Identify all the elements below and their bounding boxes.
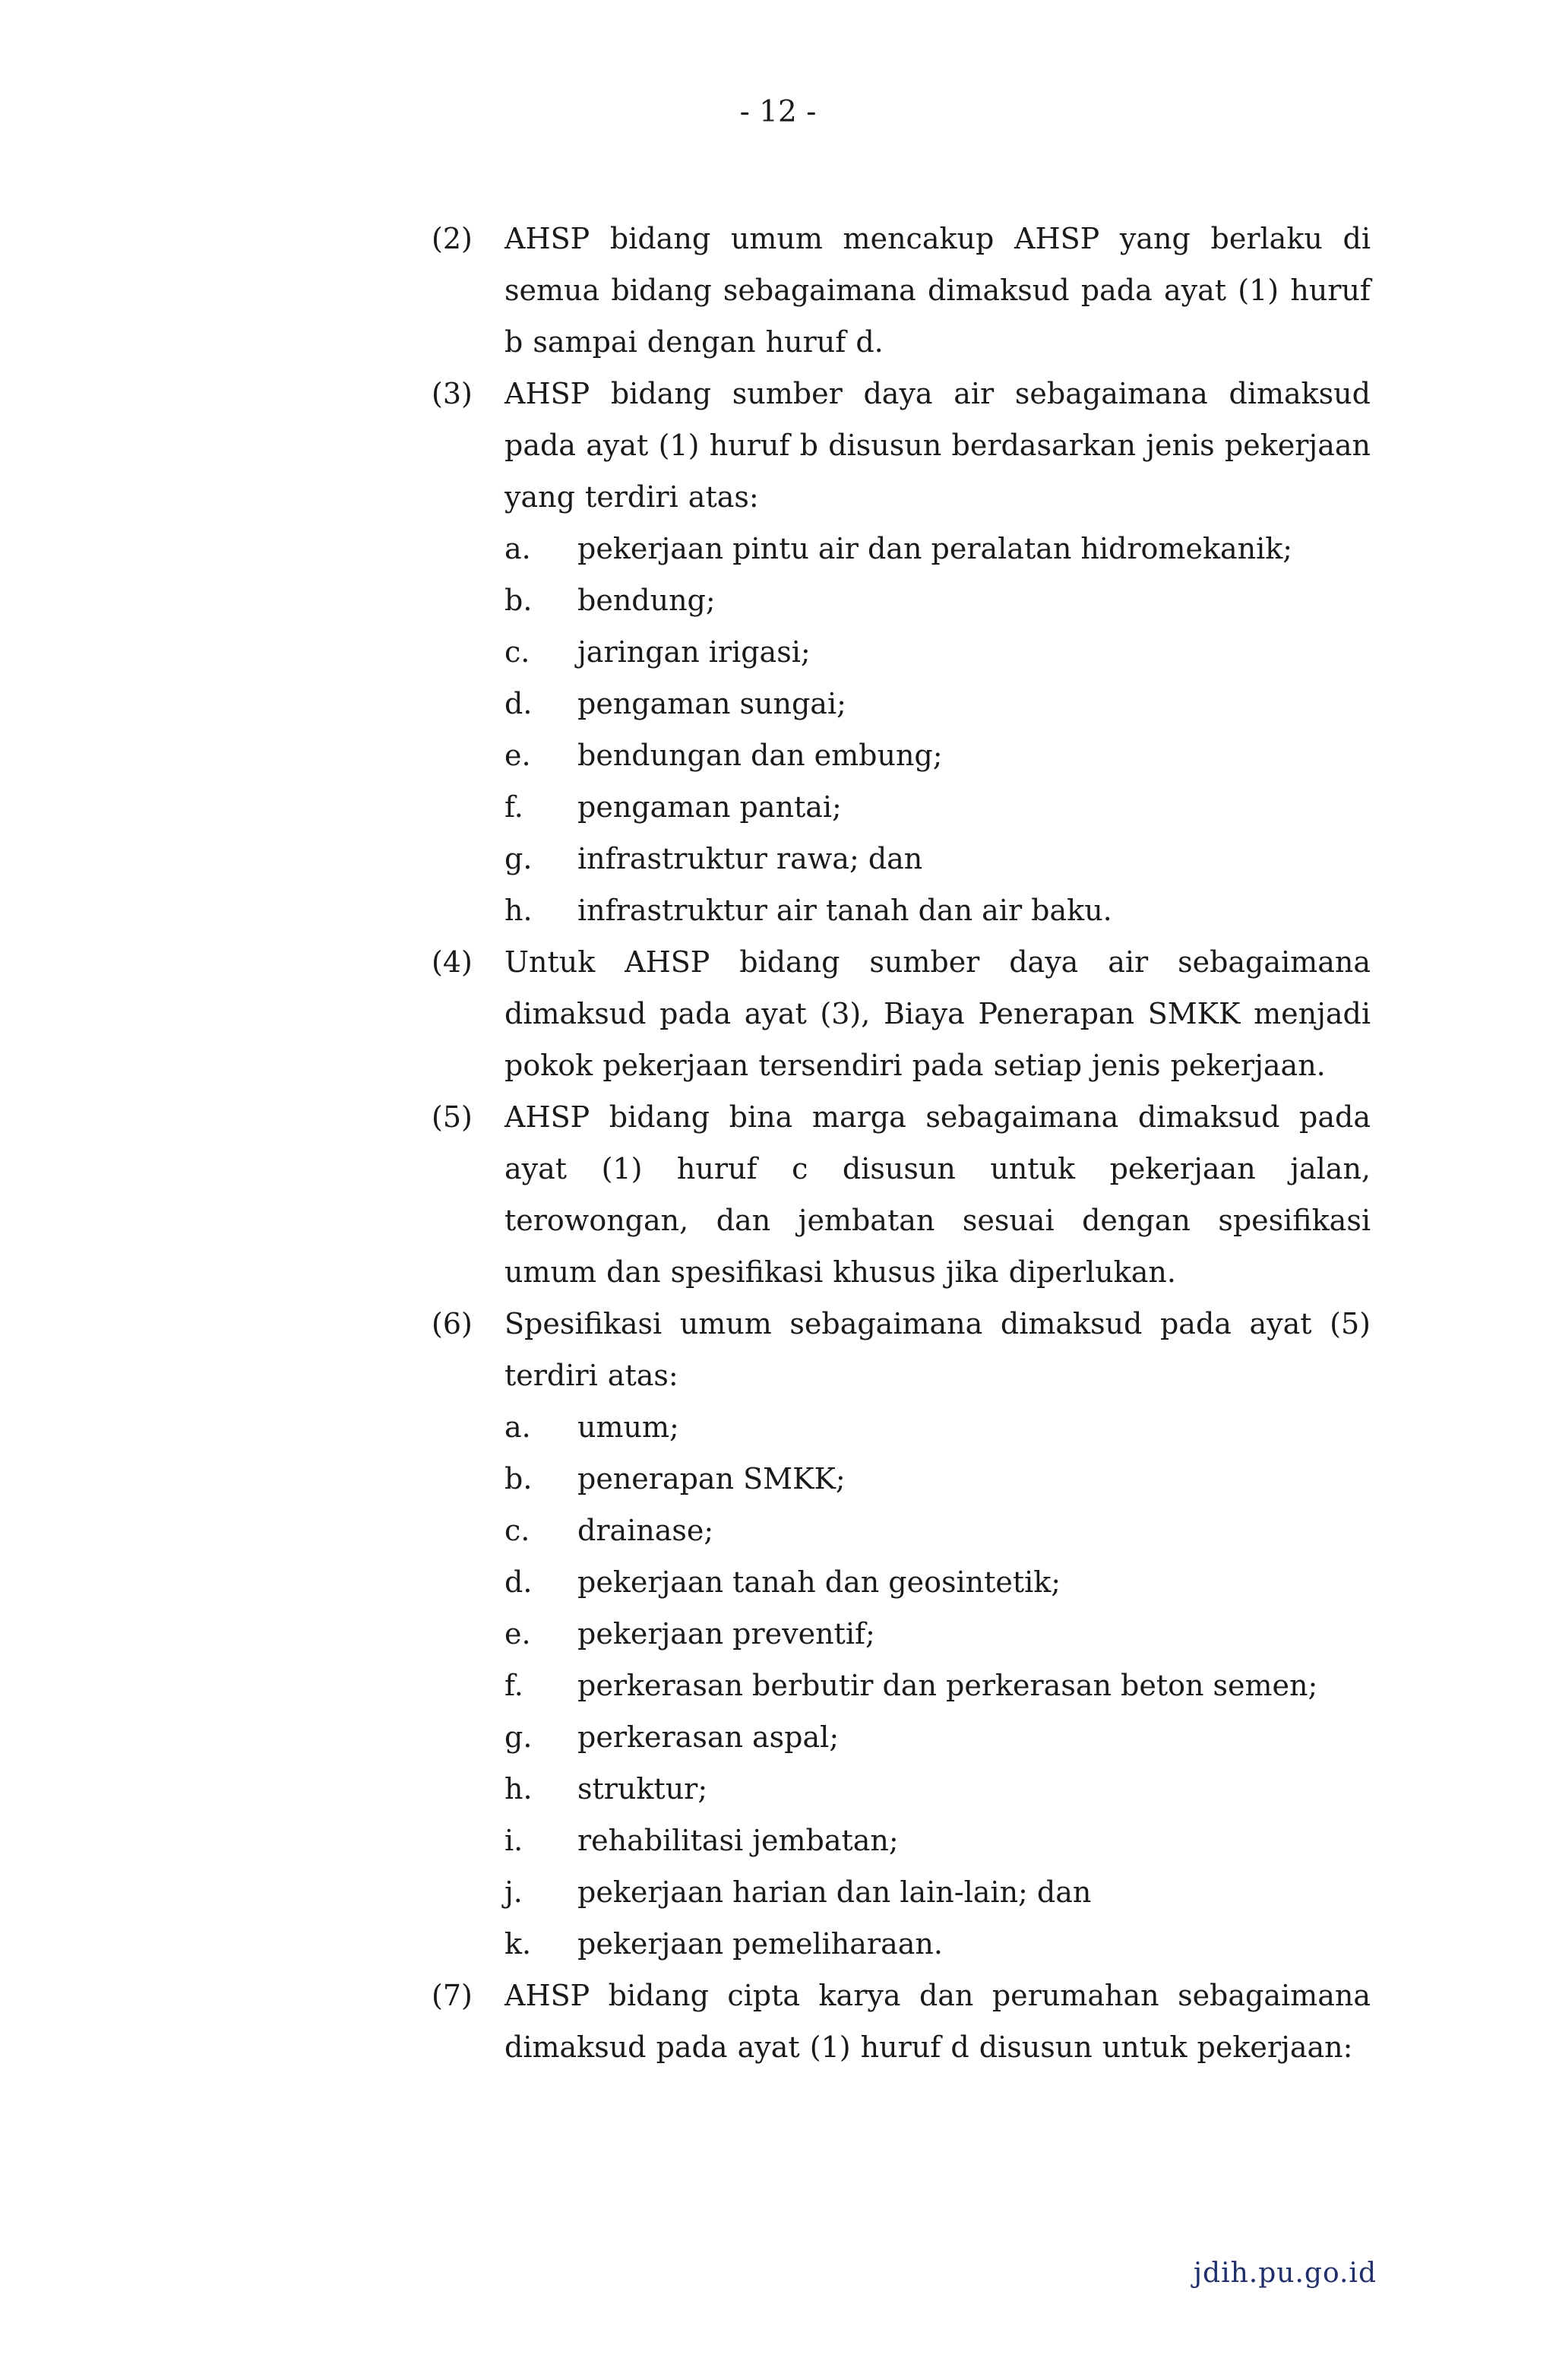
list-item — [504, 523, 1371, 574]
paragraph-text: Spesifikasi umum sebagaimana dimaksud pada ayat (5) terdiri atas: — [504, 1307, 1371, 1392]
item-list — [504, 1401, 1371, 1970]
paragraph-number: (2) — [432, 222, 473, 255]
item-text: infrastruktur rawa; dan — [577, 842, 923, 875]
paragraph-number: (5) — [432, 1100, 473, 1134]
paragraph-number: (4) — [432, 945, 473, 979]
list-item — [504, 1660, 1371, 1711]
paragraph-7 — [432, 1970, 1371, 2073]
item-letter: i. — [504, 1824, 523, 1857]
item-letter: e. — [504, 739, 531, 772]
paragraph-6 — [432, 1298, 1371, 1970]
list-item — [504, 1918, 1371, 1970]
list-item — [504, 833, 1371, 885]
paragraph-2 — [432, 213, 1371, 368]
item-letter: d. — [504, 687, 533, 720]
item-text: pengaman pantai; — [577, 790, 842, 824]
item-letter: c. — [504, 1514, 530, 1547]
item-text: pengaman sungai; — [577, 687, 846, 720]
item-letter: f. — [504, 1669, 523, 1702]
list-item — [504, 678, 1371, 730]
paragraph-number: (6) — [432, 1307, 473, 1340]
paragraph-number: (7) — [432, 1979, 473, 2012]
paragraph-3 — [432, 368, 1371, 936]
item-letter: a. — [504, 1410, 531, 1444]
item-letter: h. — [504, 894, 533, 927]
list-item — [504, 1401, 1371, 1453]
item-text: pekerjaan preventif; — [577, 1617, 875, 1650]
paragraph-5 — [432, 1091, 1371, 1298]
item-text: perkerasan aspal; — [577, 1720, 840, 1754]
list-item — [504, 1608, 1371, 1660]
item-list — [504, 523, 1371, 936]
paragraph-text: AHSP bidang cipta karya dan perumahan sebagaimana dimaksud pada ayat (1) huruf d disusun untuk pekerjaan: — [504, 1979, 1371, 2064]
item-text: pekerjaan pintu air dan peralatan hidromekanik; — [577, 532, 1293, 565]
jdih-footer-link[interactable]: jdih.pu.go.id — [1193, 2258, 1377, 2289]
item-text: bendung; — [577, 584, 716, 617]
item-text: jaringan irigasi; — [577, 635, 811, 669]
list-item — [504, 1763, 1371, 1815]
list-item — [504, 885, 1371, 936]
list-item — [504, 574, 1371, 626]
paragraph-text: Untuk AHSP bidang sumber daya air sebagaimana dimaksud pada ayat (3), Biaya Penerapan SMKK menjadi pokok pekerjaan tersendiri pada setiap jenis pekerjaan. — [504, 945, 1371, 1082]
paragraph-number: (3) — [432, 377, 473, 410]
item-letter: f. — [504, 790, 523, 824]
item-text: pekerjaan harian dan lain-lain; dan — [577, 1875, 1092, 1909]
item-text: bendungan dan embung; — [577, 739, 943, 772]
paragraph-4 — [432, 936, 1371, 1091]
page-number: - 12 - — [739, 95, 817, 129]
list-item — [504, 781, 1371, 833]
paragraph-text: AHSP bidang sumber daya air sebagaimana dimaksud pada ayat (1) huruf b disusun berdasarkan jenis pekerjaan yang terdiri atas: — [504, 377, 1371, 514]
item-letter: c. — [504, 635, 530, 669]
item-letter: g. — [504, 1720, 533, 1754]
list-item — [504, 1711, 1371, 1763]
item-text: penerapan SMKK; — [577, 1462, 846, 1495]
item-text: pekerjaan pemeliharaan. — [577, 1927, 943, 1961]
item-letter: h. — [504, 1772, 533, 1806]
item-letter: e. — [504, 1617, 531, 1650]
item-letter: d. — [504, 1565, 533, 1599]
paragraph-text: AHSP bidang bina marga sebagaimana dimaksud pada ayat (1) huruf c disusun untuk pekerjaan jalan, terowongan, dan jembatan sesuai dengan spesifikasi umum dan spesifikasi khusus jika diperlukan. — [504, 1100, 1371, 1289]
item-text: perkerasan berbutir dan perkerasan beton semen; — [577, 1669, 1318, 1702]
list-item — [504, 1505, 1371, 1556]
item-text: drainase; — [577, 1514, 714, 1547]
item-letter: a. — [504, 532, 531, 565]
paragraph-text: AHSP bidang umum mencakup AHSP yang berlaku di semua bidang sebagaimana dimaksud pada ayat (1) huruf b sampai dengan huruf d. — [504, 222, 1371, 359]
item-text: infrastruktur air tanah dan air baku. — [577, 894, 1112, 927]
list-item — [504, 1556, 1371, 1608]
item-letter: j. — [504, 1875, 523, 1909]
item-letter: k. — [504, 1927, 532, 1961]
list-item — [504, 626, 1371, 678]
document-body — [432, 213, 1371, 2073]
item-text: rehabilitasi jembatan; — [577, 1824, 899, 1857]
item-text: umum; — [577, 1410, 679, 1444]
item-letter: b. — [504, 584, 533, 617]
list-item — [504, 1453, 1371, 1505]
item-letter: b. — [504, 1462, 533, 1495]
list-item — [504, 1815, 1371, 1866]
list-item — [504, 1866, 1371, 1918]
item-text: struktur; — [577, 1772, 708, 1806]
item-letter: g. — [504, 842, 533, 875]
item-text: pekerjaan tanah dan geosintetik; — [577, 1565, 1061, 1599]
list-item — [504, 730, 1371, 781]
